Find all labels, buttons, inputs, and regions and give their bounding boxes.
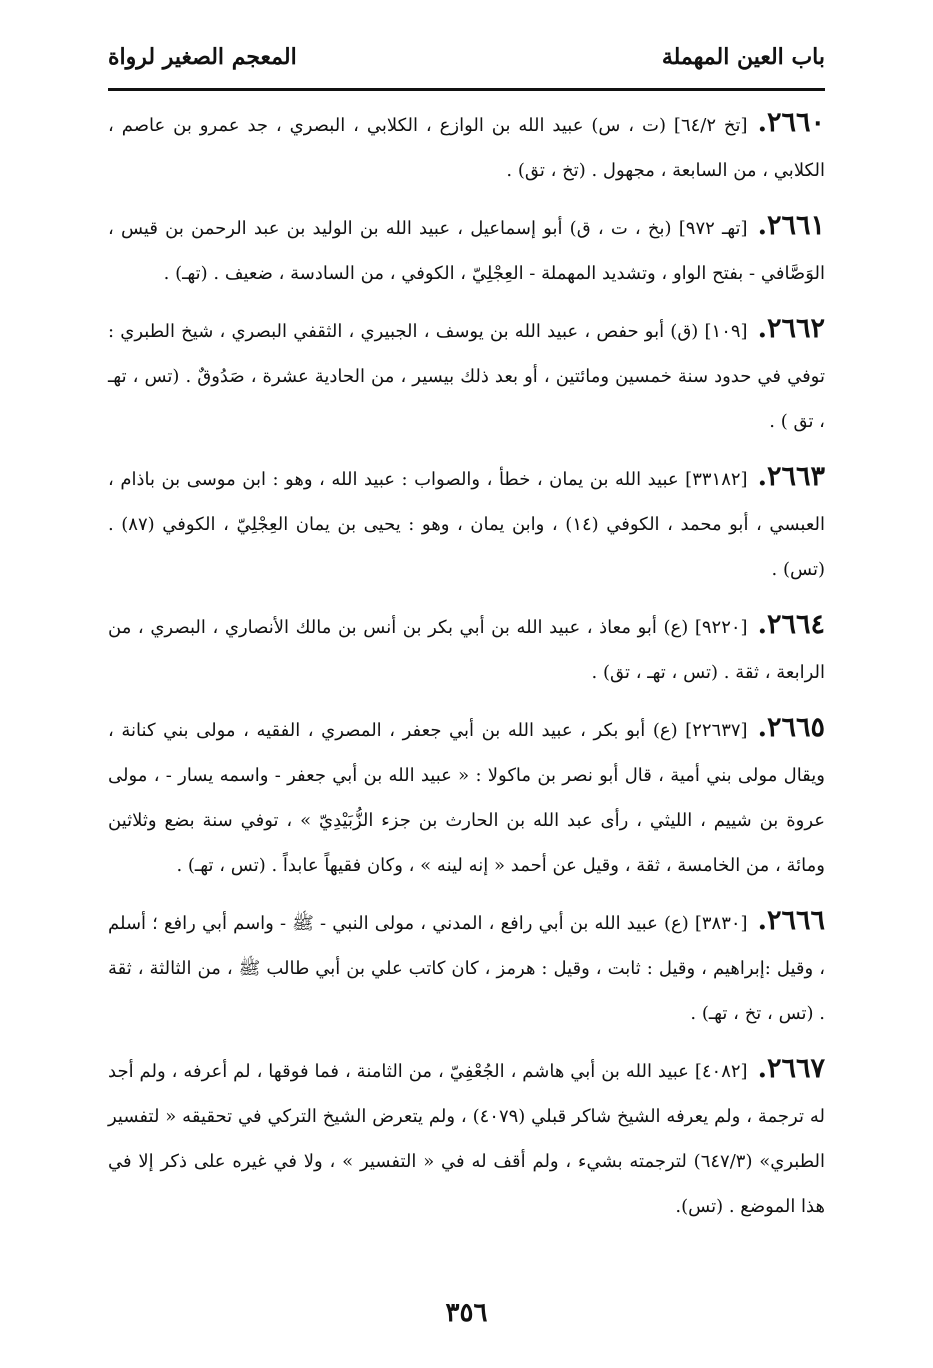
entry-text: [تهـ ٩٧٢] (بخ ، ت ، ق) أبو إسماعيل ، عبيد الله بن الوليد بن عبد الرحمن بن قيس ، الوَصَّافي - بفتح الواو ، وتشديد المهملة - العِجْلِيّ ، الكوفي ، من السادسة ، ضعيف . (تهـ) . [108, 218, 825, 284]
header-divider [108, 88, 825, 91]
entry-2665 [108, 705, 825, 888]
entry-2663 [108, 454, 825, 592]
entry-text: [٤٠٨٢] عبيد الله بن أبي هاشم ، الجُعْفِيّ ، من الثامنة ، فما فوقها ، لم أعرفه ، ولم أجد له ترجمة ، ولم يعرفه الشيخ شاكر قبلي (٤٠٧٩) ، ولم يتعرض الشيخ التركي في تحقيقه « لتفسير الطبري» (٦٤٧/٣) لترجمته بشيء ، ولم أقف له في « التفسير » ، ولا في غيره على ذكر إلا في هذا الموضع . (تس). [108, 1061, 825, 1217]
entry-text: [٩٢٢٠] (ع) أبو معاذ ، عبيد الله بن أبي بكر بن أنس بن مالك الأنصاري ، البصري ، من الرابعة ، ثقة . (تس ، تهـ ، تق) . [108, 617, 825, 683]
entry-text: [٣٣١٨٢] عبيد الله بن يمان ، خطأ ، والصواب : عبيد الله ، وهو : ابن موسى بن باذام ، العبسي ، أبو محمد ، الكوفي (١٤) ، وابن يمان ، وهو : يحيى بن يمان العِجْلِيّ ، الكوفي (٨٧) . (تس) . [108, 469, 826, 580]
page-number: ٣٥٦ [445, 1298, 488, 1328]
entry-number: ٢٦٦٠. [757, 107, 826, 138]
book-title: المعجم الصغير لرواة [108, 44, 297, 70]
entry-text: [١٠٩] (ق) أبو حفص ، عبيد الله بن يوسف ، الجبيري ، الثقفي البصري ، شيخ الطبري : توفي في حدود سنة خمسين ومائتين ، أو بعد ذلك بيسير ، من الحادية عشرة ، صَدُوقٌ . (تس ، تهـ ، تق ) . [108, 321, 825, 432]
entry-number: ٢٦٦٧. [757, 1053, 825, 1084]
entry-number: ٢٦٦٢. [757, 313, 825, 344]
chapter-title: باب العين المهملة [661, 44, 825, 70]
entry-text: [٣٨٣٠] (ع) عبيد الله بن أبي رافع ، المدني ، مولى النبي - ﷺ - واسم أبي رافع ؛ أسلم ، وقيل :إبراهيم ، وقيل : ثابت ، وقيل : هرمز ، كان كاتب علي بن أبي طالب ﷺ ، من الثالثة ، ثقة . (تس ، تخ ، تهـ) . [108, 913, 825, 1024]
entry-text: [تخ ٦٤/٢] (ت ، س) عبيد الله بن الوازع ، الكلابي ، البصري ، جد عمرو بن عاصم ، الكلابي ، من السابعة ، مجهول . (تخ ، تق) . [108, 115, 825, 181]
entry-number: ٢٦٦٦. [757, 905, 825, 936]
entry-2660 [108, 100, 825, 193]
running-header [108, 38, 825, 82]
entry-text: [٢٢٦٣٧] (ع) أبو بكر ، عبيد الله بن أبي جعفر ، المصري ، الفقيه ، مولى بني كنانة ، ويقال مولى بني أمية ، قال أبو نصر بن ماكولا : « عبيد الله بن أبي جعفر - واسمه يسار - ، مولى عروة بن شييم ، الليثي ، رأى عبد الله بن الحارث بن جزء الزُّبَيْدِيّ » ، توفي سنة بضع وثلاثين ومائة ، من الخامسة ، ثقة ، وقيل عن أحمد « إنه لينه » ، وكان فقيهاً عابداً . (تس ، تهـ) . [108, 720, 825, 876]
entry-2661 [108, 203, 825, 296]
entry-number: ٢٦٦٣. [757, 461, 825, 492]
entry-number: ٢٦٦١. [757, 210, 825, 241]
entry-2662 [108, 306, 825, 444]
entry-number: ٢٦٦٤. [757, 609, 825, 640]
entry-number: ٢٦٦٥. [757, 712, 825, 743]
entries-list [108, 100, 825, 1239]
entry-2667 [108, 1046, 825, 1229]
entry-2666 [108, 898, 825, 1036]
entry-2664 [108, 602, 825, 695]
